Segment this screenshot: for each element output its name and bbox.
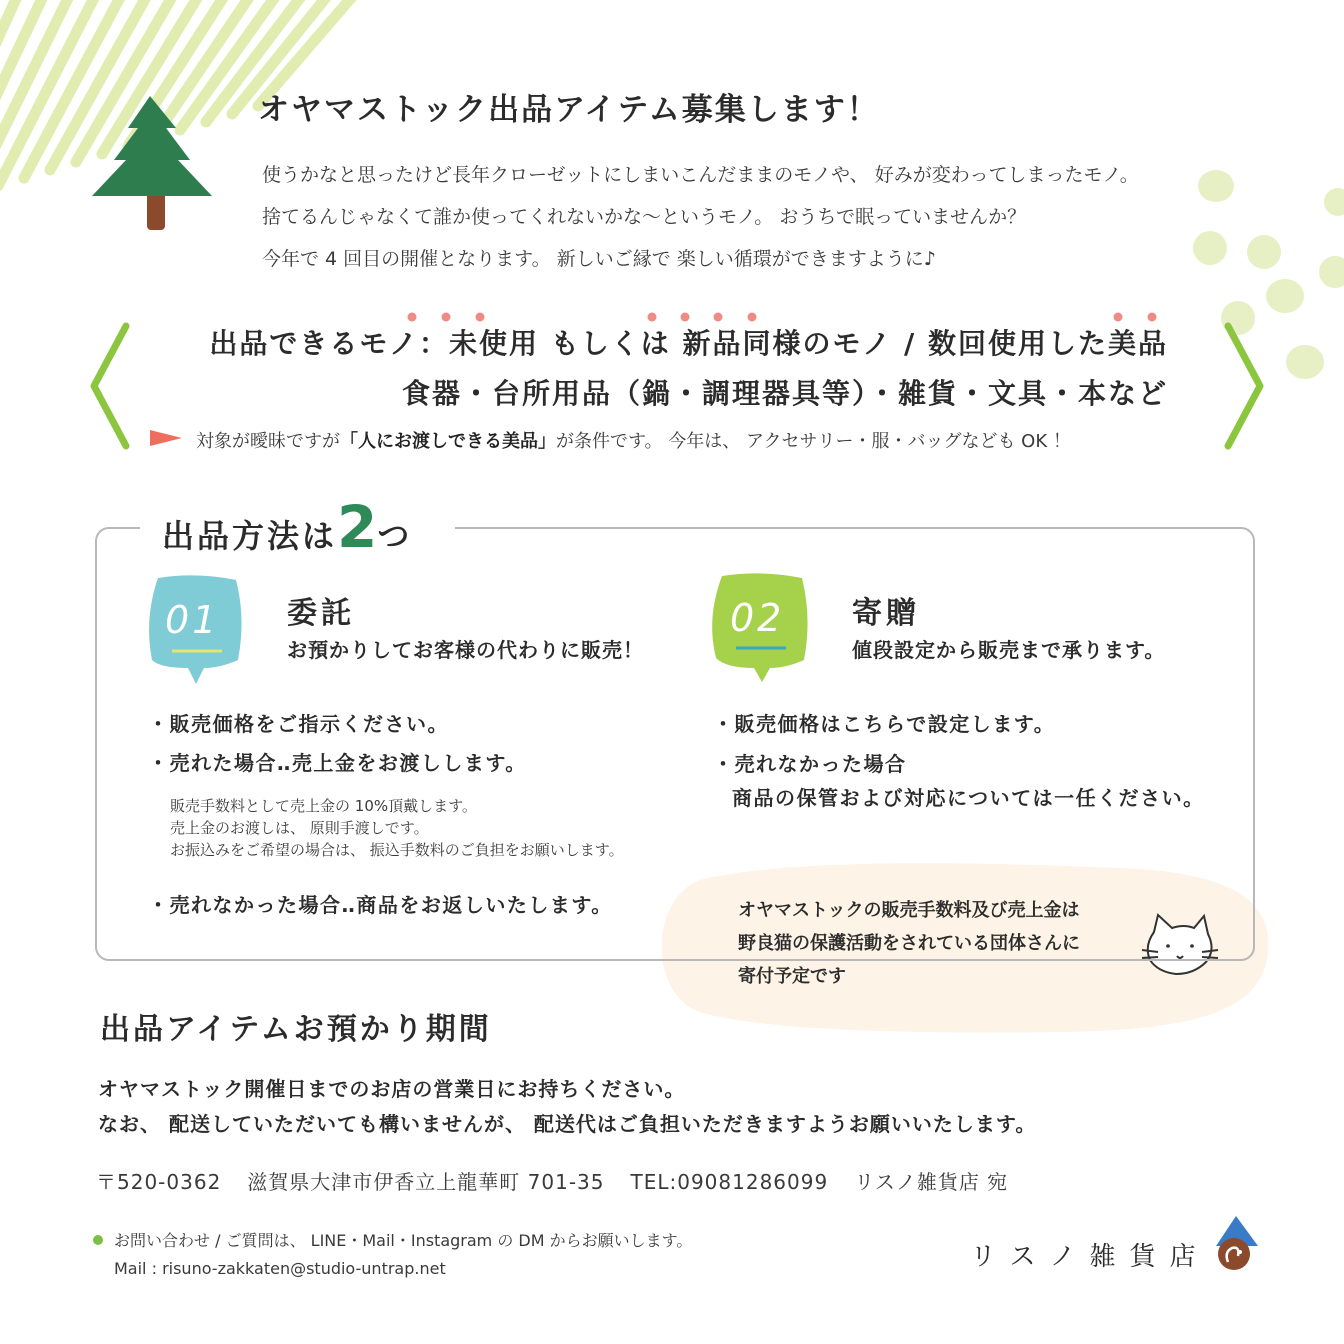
- note-bold: 「人にお渡しできる美品」: [340, 431, 556, 452]
- method-1-bullet: ・売れた場合‥売上金をお渡しします。: [148, 751, 527, 775]
- emphasis-dots: [408, 313, 1157, 322]
- method-2-desc: 値段設定から販売まで承ります。: [852, 638, 1166, 662]
- method-1-bullet: ・販売価格をご指示ください。: [148, 712, 449, 736]
- heading-post: つ: [377, 517, 410, 555]
- method-1-name: 委託: [287, 596, 355, 631]
- contact-line: お問い合わせ / ご質問は、 LINE・Mail・Instagram の DM からお願いします。: [114, 1231, 693, 1250]
- method-2-bullet: ・販売価格はこちらで設定します。: [713, 712, 1056, 736]
- note-line: 売上金のお渡しは、 原則手渡しです。: [170, 819, 429, 837]
- method-1-desc: お預かりしてお客様の代わりに販売！: [287, 638, 644, 662]
- donation-line: オヤマストックの販売手数料及び売上金は: [738, 900, 1080, 921]
- method-2-bullet: 商品の保管および対応については一任ください。: [732, 786, 1205, 810]
- items-line-1: 出品できるモノ：未使用 もしくは 新品同様のモノ / 数回使用した美品: [209, 327, 1168, 360]
- badge-01-number: 01: [165, 598, 220, 642]
- badge-02-number: 02: [730, 596, 785, 640]
- bullet-dot-icon: [93, 1235, 103, 1245]
- method-2-bullet: ・売れなかった場合: [713, 752, 907, 776]
- left-bracket-icon: [94, 326, 126, 446]
- donation-line: 寄付予定です: [738, 966, 846, 987]
- intro-line: 今年で 4 回目の開催となります。 新しいご縁で 楽しい循環ができますように♪: [262, 248, 936, 270]
- contact-email[interactable]: Mail : risuno-zakkaten@studio-untrap.net: [114, 1259, 446, 1278]
- note-line: 販売手数料として売上金の 10%頂戴します。: [170, 797, 477, 815]
- note-post: が条件です。 今年は、 アクセサリー・服・バッグなども OK ！: [556, 431, 1071, 452]
- shipping-address: [96, 1166, 1034, 1195]
- intro-text: [262, 154, 1139, 280]
- intro-line: 使うかなと思ったけど長年クローゼットにしまいこんだままのモノや、 好みが変わってしまったモノ。: [262, 164, 1139, 186]
- method-1-last: ・売れなかった場合‥商品をお返しいたします。: [148, 893, 613, 917]
- method-2-name: 寄贈: [852, 596, 920, 631]
- period-line: オヤマストック開催日までのお店の営業日にお持ちください。: [98, 1077, 686, 1101]
- method-1-notes: [170, 795, 624, 861]
- period-text: [98, 1072, 1036, 1142]
- acceptable-items: [209, 322, 1168, 412]
- intro-line: 捨てるんじゃなくて誰か使ってくれないかな〜というモノ。 おうちで眠っていませんか？: [262, 206, 1027, 228]
- note-line: お振込みをご希望の場合は、 振込手数料のご負担をお願いします。: [170, 841, 624, 859]
- period-line: なお、 配送していただいても構いませんが、 配送代はご負担いただきますようお願いいたします。: [98, 1112, 1037, 1136]
- methods-heading: [162, 493, 409, 561]
- page-title: オヤマストック出品アイテム募集します！: [258, 92, 880, 128]
- recipient: リスノ雑貨店 宛: [854, 1170, 1009, 1194]
- light-dots: [1193, 170, 1344, 379]
- shop-logo-icon: [1216, 1216, 1258, 1270]
- items-line-2: 食器・台所用品（鍋・調理器具等）・雑貨・文具・本など: [401, 377, 1168, 410]
- shop-name: リスノ雑貨店: [970, 1242, 1210, 1272]
- note-pre: 対象が曖昧ですが: [196, 431, 340, 452]
- heading-pre: 出品方法は: [162, 517, 338, 555]
- items-note: [196, 427, 1071, 453]
- period-heading: 出品アイテムお預かり期間: [100, 1012, 492, 1047]
- address: 滋賀県大津市伊香立上龍華町 701-35: [247, 1170, 605, 1194]
- heading-number: 2: [337, 493, 378, 561]
- phone: TEL:09081286099: [630, 1170, 829, 1194]
- postal-code: 〒520-0362: [96, 1170, 222, 1194]
- flag-icon: [150, 430, 182, 446]
- donation-line: 野良猫の保護活動をされている団体さんに: [738, 933, 1080, 954]
- right-bracket-icon: [1228, 326, 1260, 446]
- contact-info: [114, 1227, 692, 1283]
- donation-note: [738, 894, 1080, 993]
